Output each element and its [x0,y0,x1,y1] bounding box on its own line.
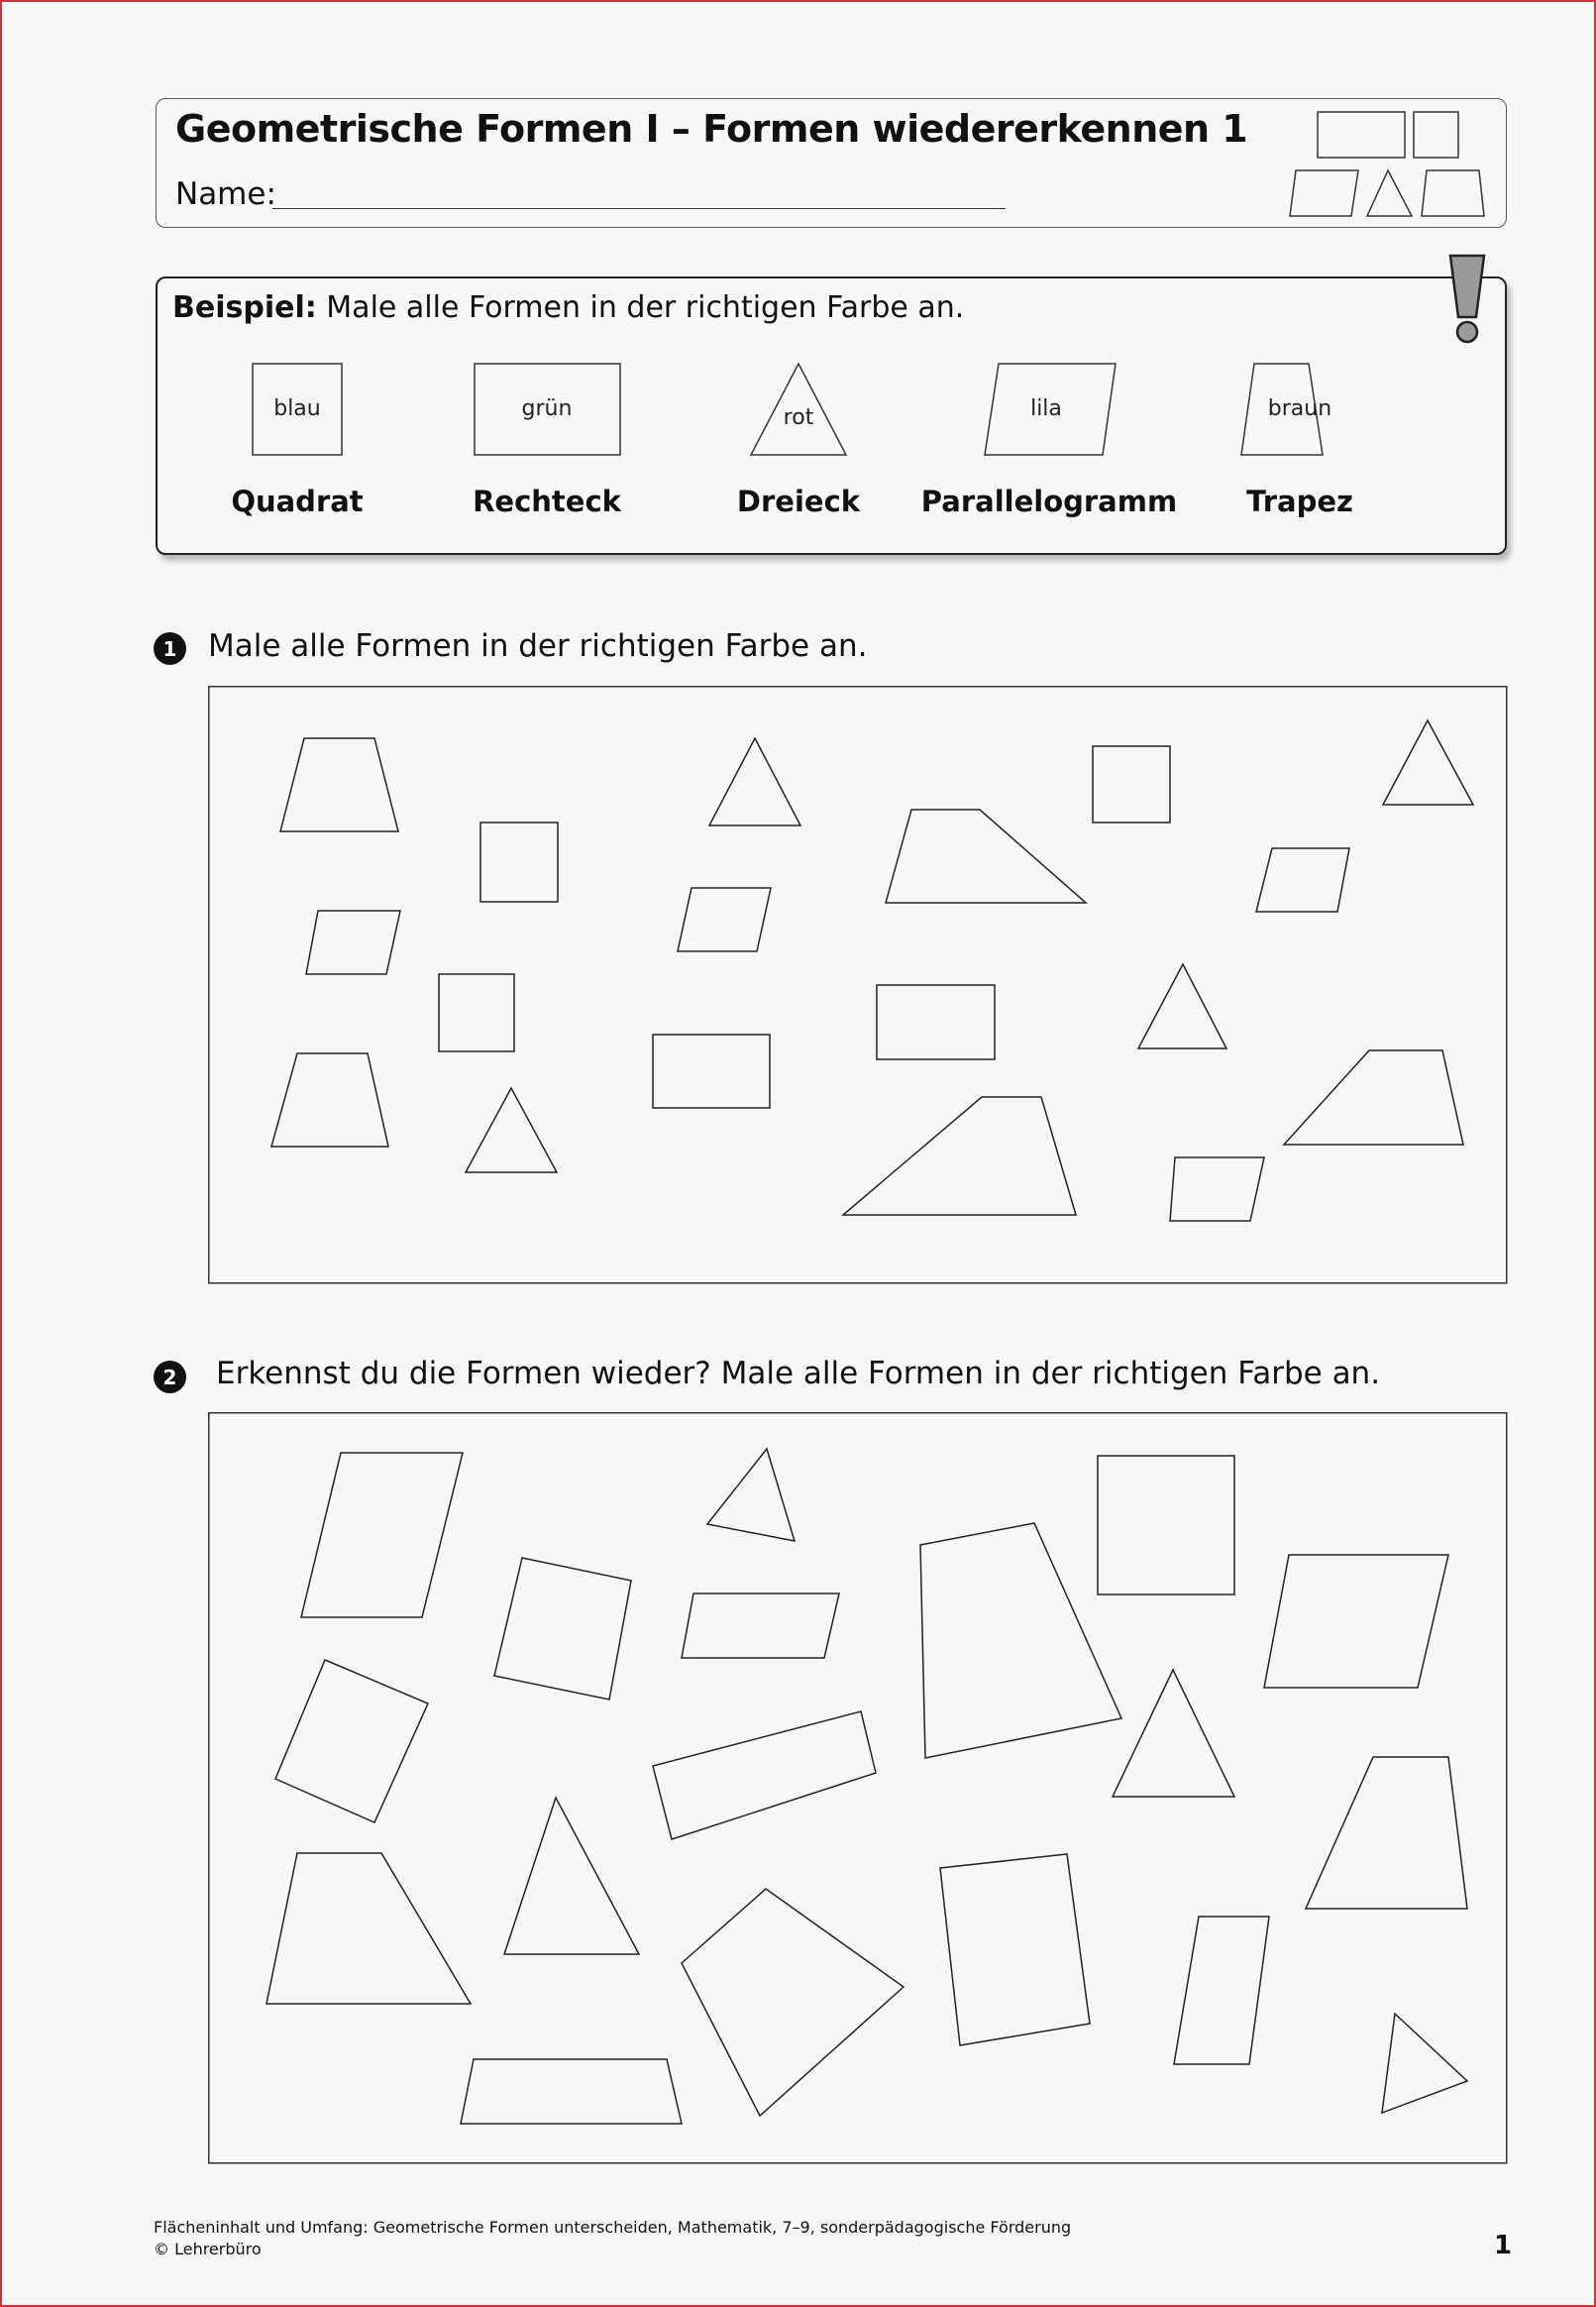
rectangle-shape [877,985,995,1059]
parallelogram-shape [1170,1157,1264,1221]
name-label: Name: [175,176,276,212]
trapezoid-shape [266,1853,471,2004]
task-2-shape-area [208,1412,1509,2165]
shapes-icon [1288,109,1496,220]
task-number-1: 1 [154,632,186,665]
example-label: Beispiel: [172,290,317,325]
square-shape [1098,1456,1234,1594]
triangle-shape [1383,720,1473,805]
parallelogram-shape [1256,848,1349,912]
example-instruction-text: Male alle Formen in der richtigen Farbe an. [326,290,965,325]
square-shape [480,823,558,902]
parallelogram-shape [682,1593,839,1658]
triangle-shape [466,1088,557,1172]
triangle-shape [707,1449,795,1541]
page-number: 1 [1494,2231,1513,2260]
footer-copyright: © Lehrerbüro [154,2240,262,2258]
trapezoid-shape [920,1523,1121,1758]
page-title: Geometrische Formen I – Formen wiedererkennen 1 [175,107,1248,151]
parallelogram-shape [1174,1917,1269,2064]
task-1-instruction: Male alle Formen in der richtigen Farbe an. [208,628,868,664]
rectangle-shape [653,1035,770,1108]
shape-name-rechteck: Rechteck [473,485,621,518]
task-2-instruction: Erkennst du die Formen wieder? Male alle Formen in der richtigen Farbe an. [216,1356,1381,1391]
triangle-shape [1138,964,1226,1048]
footer-line-1: Flächeninhalt und Umfang: Geometrische Formen unterscheiden, Mathematik, 7–9, sonderpädagogische Förderung [154,2218,1072,2237]
trapezoid-shape [1306,1757,1467,1909]
exclamation-icon [1446,254,1488,345]
color-label-blau: blau [273,396,321,421]
square-shape [682,1889,904,2116]
triangle-shape [504,1798,639,1954]
trapezoid-shape [461,2059,682,2124]
color-label-rot: rot [783,405,814,430]
trapezoid-shape [843,1097,1076,1215]
square-shape [1093,746,1170,823]
shape-name-trapez: Trapez [1246,485,1353,518]
name-field-line[interactable] [272,208,1006,209]
square-shape [439,974,514,1051]
parallelogram-shape [1264,1555,1448,1688]
task-number-2: 2 [154,1361,186,1393]
triangle-shape [1382,2014,1467,2113]
parallelogram-shape [678,888,771,951]
rectangle-shape [653,1711,876,1839]
shape-name-parallelogramm: Parallelogramm [920,485,1178,518]
task-1-shape-area [208,686,1509,1285]
color-label-lila: lila [1030,396,1062,421]
parallelogram-shape [301,1453,463,1617]
rectangle-shape [940,1854,1090,2045]
triangle-shape [1113,1670,1234,1797]
square-shape [494,1558,631,1700]
trapezoid-shape [271,1053,388,1147]
trapezoid-shape [1284,1050,1463,1145]
trapezoid-shape [886,810,1086,903]
shape-name-quadrat: Quadrat [231,485,364,518]
footer [154,2217,1071,2260]
triangle-shape [709,738,800,825]
parallelogram-shape [306,911,400,974]
color-label-gruen: grün [521,396,573,421]
rectangle-shape [275,1660,428,1822]
example-shapes [156,276,1507,475]
shape-name-dreieck: Dreieck [736,485,861,518]
color-label-braun: braun [1267,396,1332,421]
trapezoid-shape [280,738,398,831]
